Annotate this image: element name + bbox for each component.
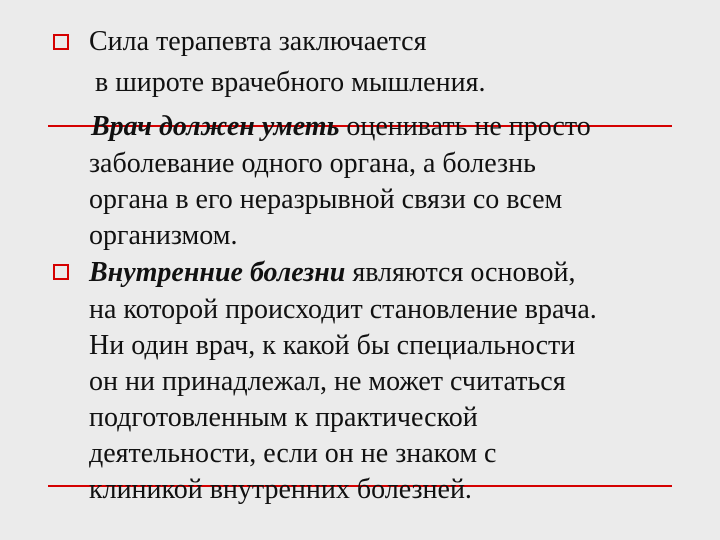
paragraph-line: органа в его неразрывной связи со всем [89, 184, 563, 215]
paragraph-line: заболевание одного органа, а болезнь [89, 148, 536, 179]
paragraph-line-text: являются основой, [345, 257, 576, 288]
paragraph-line: на которой происходит становление врача. [89, 294, 597, 325]
paragraph-line: клиникой внутренних болезней. [89, 474, 472, 505]
paragraph-line [89, 255, 575, 291]
square-bullet-icon [53, 34, 69, 50]
paragraph-line: в широте врачебного мышления. [95, 67, 486, 98]
paragraph-line: подготовленным к практической [89, 402, 478, 433]
paragraph-line-text: оценивать не просто [339, 111, 591, 142]
emphasized-phrase: Внутренние болезни [89, 257, 346, 288]
paragraph-line: организмом. [89, 220, 238, 251]
paragraph-line: Сила терапевта заключается [89, 26, 427, 57]
paragraph-line [91, 109, 591, 145]
paragraph-line: деятельности, если он не знаком с [89, 438, 497, 469]
paragraph-line: Ни один врач, к какой бы специальности [89, 330, 576, 361]
paragraph-line: он ни принадлежал, не может считаться [89, 366, 566, 397]
emphasized-phrase: Врач должен уметь [91, 111, 340, 142]
square-bullet-icon [53, 264, 69, 280]
